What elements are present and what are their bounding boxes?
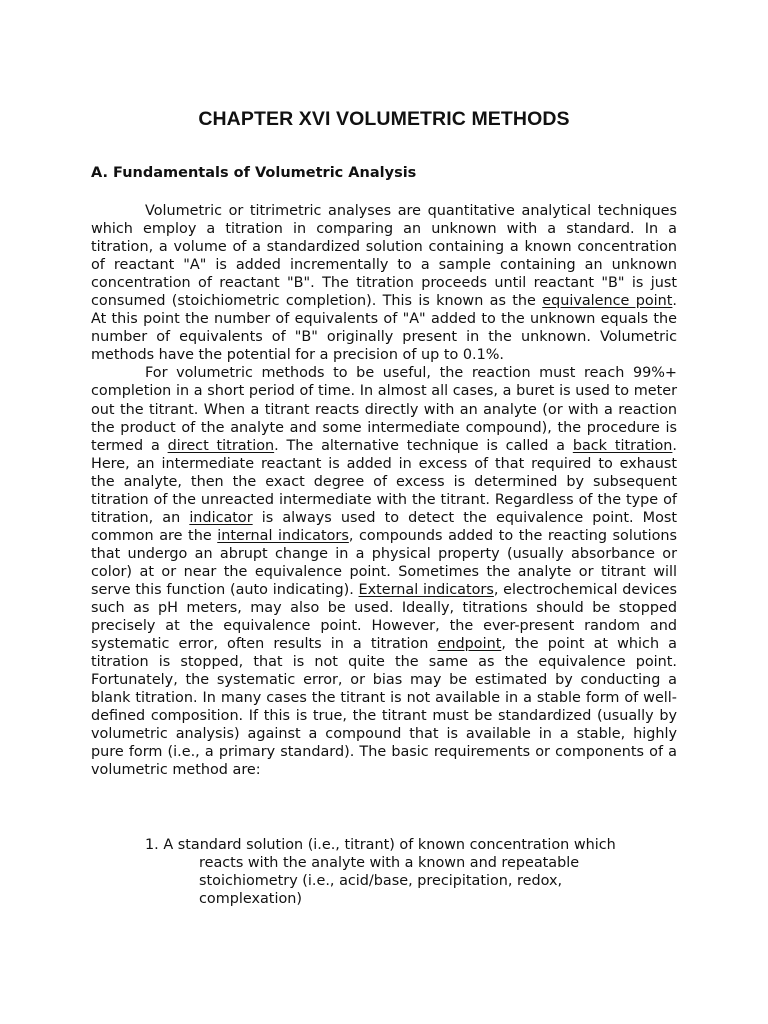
paragraph-text: . The alternative technique is called a [274,437,573,454]
requirements-list [145,836,645,908]
list-item-number: 1. [145,837,159,853]
term-indicator: indicator [189,509,253,526]
term-internal-indicators: internal indicators [217,527,349,544]
body-text [91,202,677,780]
term-back-titration: back titration [572,437,673,454]
paragraph-text: is always used to detect the equivalence point. Most common are the [91,509,678,544]
paragraph-text: . Here, an intermediate reactant is added in excess of that required to exhaust the analyte, then the exact degree of excess is determined by subsequent titration of the unreacted intermediate with the titrant. Regardless of the type of titration, an [91,437,677,526]
term-external-indicators: External indicators [358,581,494,598]
chapter-title: CHAPTER XVI VOLUMETRIC METHODS [198,108,570,130]
paragraph-text: For volumetric methods to be useful, the reaction must reach 99%+ completion in a short period of time. In almost all cases, a buret is used to meter out the titrant. When a titrant reacts directly with an analyte (or with a reaction the product of the analyte and some intermediate compound), the procedure is termed a [91,365,677,454]
paragraph-volumetric-intro [91,202,677,364]
paragraph-text: . At this point the number of equivalents of "A" added to the unknown equals the number of equivalents of "B" originally present in the unknown. Volumetric methods have the potential for a precision of up to 0.1%. [91,293,677,364]
term-direct-titration: direct titration [167,437,275,454]
paragraph-text: , compounds added to the reacting solutions that undergo an abrupt change in a physical property (usually absorbance or color) at or near the equivalence point. Sometimes the analyte or titrant will serve this function (auto indicating). [91,527,677,598]
term-endpoint: endpoint [437,636,502,653]
section-heading: A. Fundamentals of Volumetric Analysis [91,165,417,181]
paragraph-titration-types [91,364,677,779]
list-item [145,836,645,908]
paragraph-text: , the point at which a titration is stopped, that is not quite the same as the equivalence point. Fortunately, the systematic error, or bias may be estimated by conducting a blank titration. In many cases the titrant is not available in a stable form of well-defined composition. If this is true, the titrant must be standardized (usually by volumetric analysis) against a compound that is available in a stable, highly pure form (i.e., a primary standard). The basic requirements or components of a volumetric method are: [91,636,677,779]
paragraph-text: , electrochemical devices such as pH meters, may also be used. Ideally, titrations should be stopped precisely at the equivalence point. However, the ever-present random and systematic error, often results in a titration [91,581,677,653]
paragraph-text: Volumetric or titrimetric analyses are quantitative analytical techniques which employ a titration in comparing an unknown with a standard. In a titration, a volume of a standardized solution containing a known concentration of reactant "A" is added incrementally to a sample containing an unknown concentration of reactant "B". The titration proceeds until reactant "B" is just consumed (stoichiometric completion). This is known as the [91,203,677,310]
list-item-first-line: A standard solution (i.e., titrant) of known concentration which [163,837,616,853]
term-equivalence-point: equivalence point [542,293,673,310]
list-item-continuation: reacts with the analyte with a known and repeatable stoichiometry (i.e., acid/base, precipitation, redox, complexation) [199,855,580,908]
